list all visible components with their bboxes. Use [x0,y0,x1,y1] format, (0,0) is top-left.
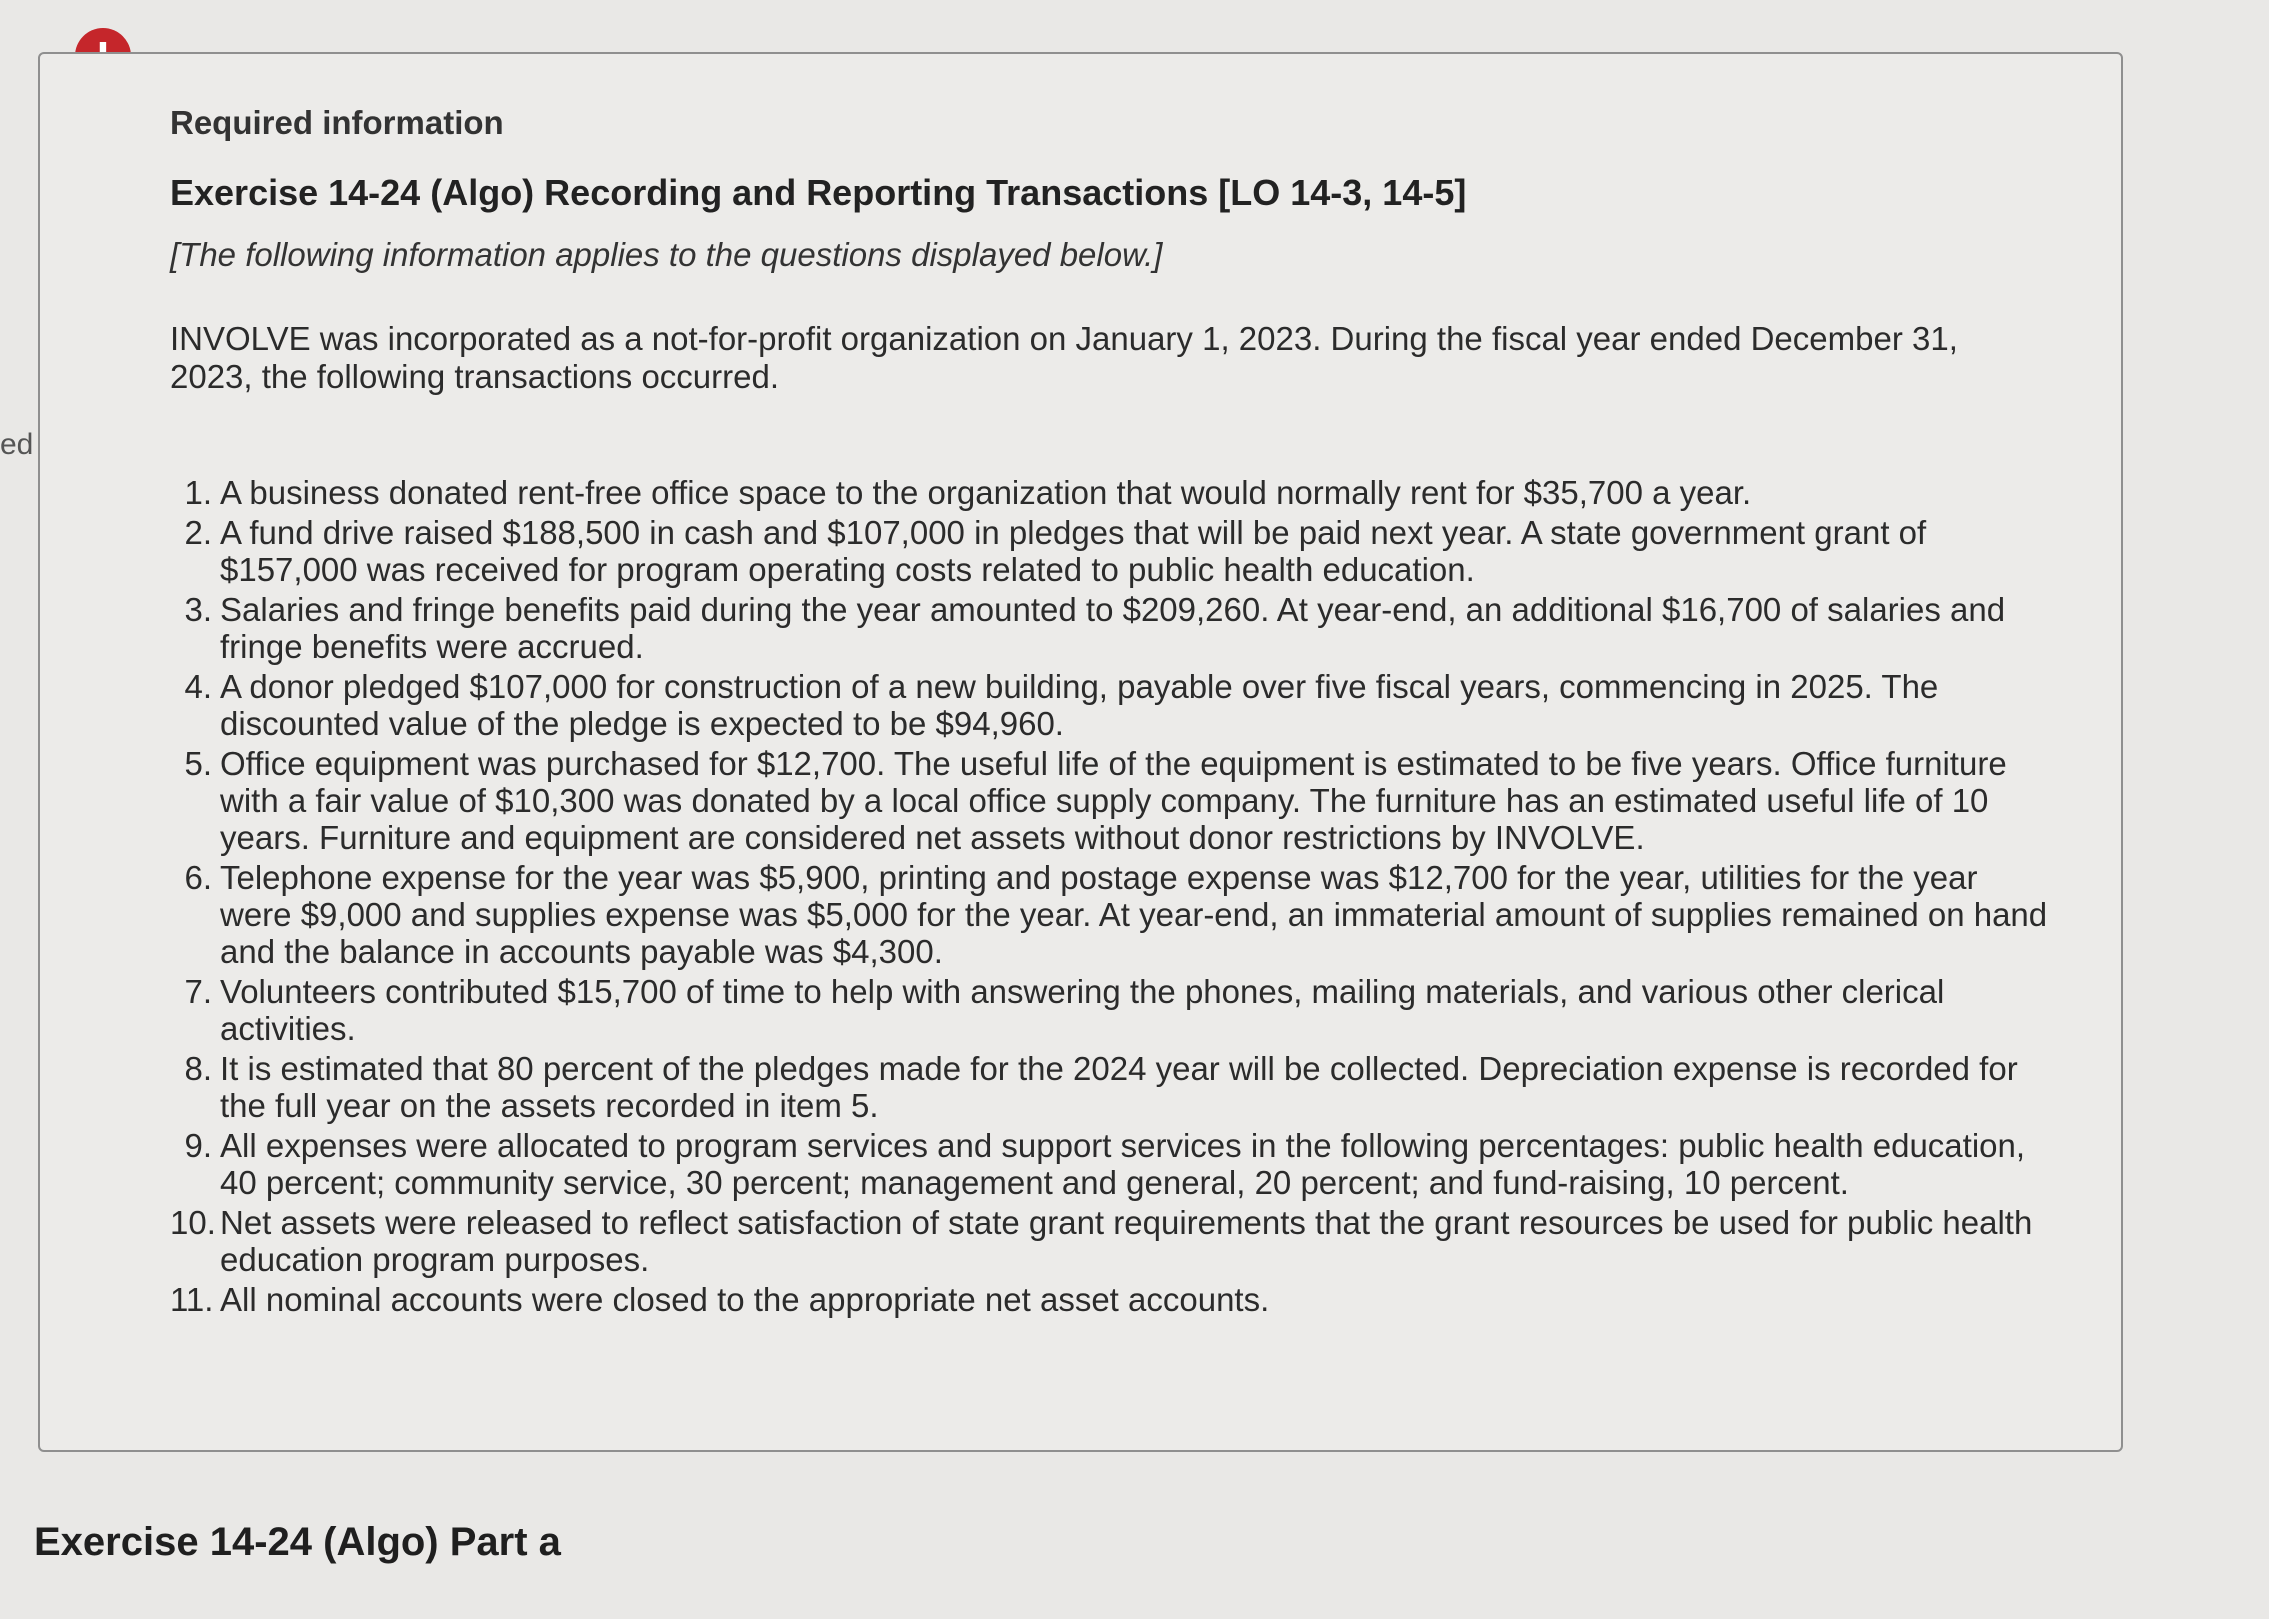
part-heading: Exercise 14-24 (Algo) Part a [34,1520,561,1564]
list-item-number: 11. [170,1281,214,1318]
list-item-text: A business donated rent-free office space to the organization that would normally rent for $35,700 a year. [220,474,1752,511]
list-item [170,1281,2050,1318]
list-item [170,859,2050,970]
list-item [170,591,2050,665]
list-item-text: All expenses were allocated to program services and support services in the following percentages: public health education, 40 percent; community service, 30 percent; management and general, 20 percent; and fund-raising, 10 percent. [220,1127,2026,1201]
list-item-number: 9. [184,1127,212,1164]
list-item [170,668,2050,742]
side-text-fragment: ed [0,428,34,461]
list-item-number: 7. [184,973,212,1010]
list-item [170,1204,2050,1278]
intro-paragraph: INVOLVE was incorporated as a not-for-profit organization on January 1, 2023. During the fiscal year ended December 31, 2023, the following transactions occurred. [170,320,1958,395]
list-item-text: Telephone expense for the year was $5,900, printing and postage expense was $12,700 for the year, utilities for the year were $9,000 and supplies expense was $5,000 for the year. At year-end, an immaterial amount of supplies remained on hand and the balance in accounts payable was $4,300. [220,859,2048,970]
list-item-number: 2. [184,514,212,551]
list-item [170,514,2050,588]
list-item-number: 8. [184,1050,212,1087]
list-item-text: Net assets were released to reflect satisfaction of state grant requirements that the grant resources be used for public health education program purposes. [220,1204,2033,1278]
list-item [170,973,2050,1047]
list-item-text: Office equipment was purchased for $12,700. The useful life of the equipment is estimated to be five years. Office furniture with a fair value of $10,300 was donated by a local office supply company. The furniture has an estimated useful life of 10 years. Furniture and equipment are considered net assets without donor restrictions by INVOLVE. [220,745,2007,856]
list-item-number: 1. [184,474,212,511]
list-item-text: All nominal accounts were closed to the appropriate net asset accounts. [220,1281,1270,1318]
list-item-number: 5. [184,745,212,782]
list-item [170,474,2050,511]
list-item [170,1050,2050,1124]
required-information-label: Required information [170,104,504,141]
list-item-text: Salaries and fringe benefits paid during the year amounted to $209,260. At year-end, an additional $16,700 of salaries and fringe benefits were accrued. [220,591,2006,665]
applies-note: [The following information applies to the questions displayed below.] [170,236,1163,273]
list-item-number: 3. [184,591,212,628]
list-item [170,1127,2050,1201]
transactions-list [170,474,2050,1318]
required-information-panel [38,52,2123,1452]
exercise-title: Exercise 14-24 (Algo) Recording and Reporting Transactions [LO 14-3, 14-5] [170,172,1467,213]
list-item-text: It is estimated that 80 percent of the pledges made for the 2024 year will be collected. Depreciation expense is recorded for the full year on the assets recorded in item 5. [220,1050,2018,1124]
list-item-number: 10. [170,1204,216,1241]
list-item-text: Volunteers contributed $15,700 of time to help with answering the phones, mailing materials, and various other clerical activities. [220,973,1945,1047]
list-item-number: 4. [184,668,212,705]
panel-content [170,104,2050,1321]
list-item-text: A fund drive raised $188,500 in cash and $107,000 in pledges that will be paid next year. A state government grant of $157,000 was received for program operating costs related to public health education. [220,514,1927,588]
list-item-number: 6. [184,859,212,896]
list-item-text: A donor pledged $107,000 for construction of a new building, payable over five fiscal years, commencing in 2025. The discounted value of the pledge is expected to be $94,960. [220,668,1939,742]
list-item [170,745,2050,856]
